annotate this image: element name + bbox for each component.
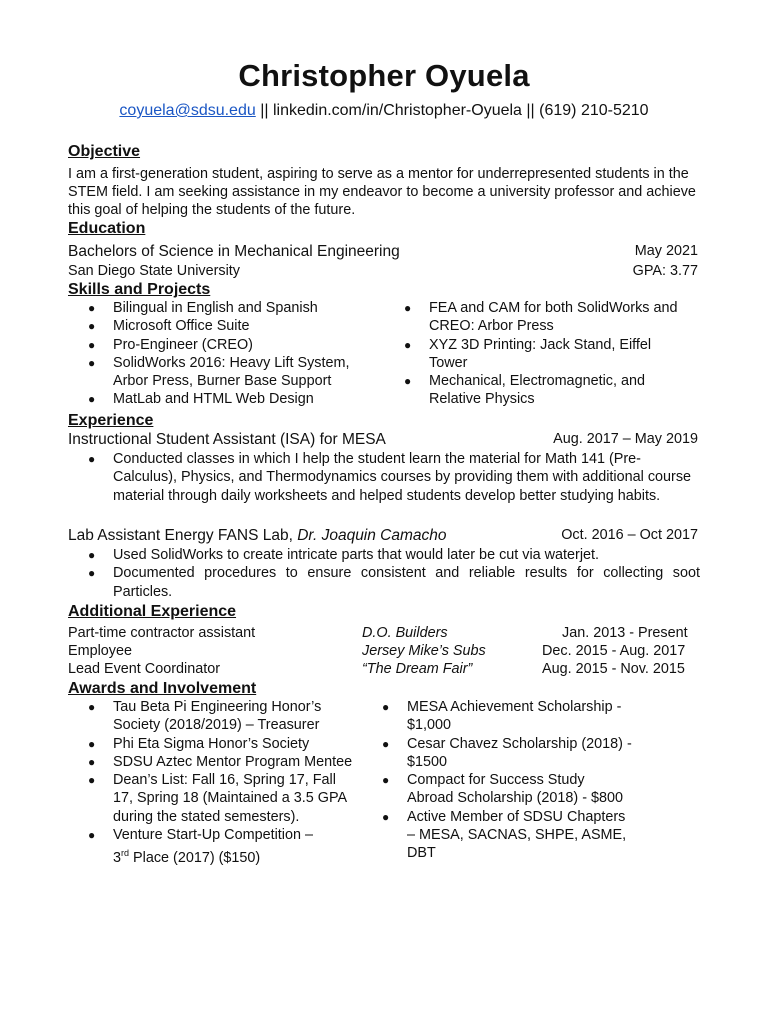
job1-row: [68, 430, 700, 449]
bullet-icon: ●: [88, 452, 96, 466]
bullet-icon: ●: [404, 374, 412, 389]
bullet-icon: ●: [404, 301, 412, 315]
list-item: ● Conducted classes in which I help the student learn the material for Math 141 (Pre-Calculus), Physics, and Thermodynamics courses by providing them with additional course material through daily worksheets and helped students develop better studying habits.: [88, 451, 692, 504]
skills-list-right: [384, 299, 684, 409]
bullet-icon: ●: [382, 700, 390, 714]
education-degree-row: [68, 242, 700, 261]
email-link[interactable]: coyuela@sdsu.edu: [119, 102, 256, 119]
list-item: ● SDSU Aztec Mentor Program Mentee: [88, 753, 353, 770]
objective-text: I am a first-generation student, aspiring to serve as a mentor for underrepresented students in the STEM field. I am seeking assistance in my endeavor to become a university professor and achieve this goal of helping the students of the future.: [68, 166, 696, 218]
additional-date: Dec. 2015 - Aug. 2017: [542, 643, 686, 659]
resume-name: Christopher Oyuela: [238, 58, 530, 93]
bullet-icon: ●: [88, 754, 96, 769]
list-item: ● XYZ 3D Printing: Jack Stand, Eiffel Tower: [404, 336, 652, 371]
bullet-icon: ●: [88, 319, 96, 334]
list-item: ● Pro-Engineer (CREO): [88, 336, 253, 353]
list-item: ● Cesar Chavez Scholarship (2018) - $1500: [382, 735, 632, 770]
job1-title: Instructional Student Assistant (ISA) for MESA: [68, 431, 386, 448]
bullet-icon: ●: [88, 355, 96, 370]
job1-bullets: [68, 450, 700, 505]
bullet-icon: ●: [382, 773, 390, 788]
additional-role: Part-time contractor assistant: [68, 625, 256, 641]
list-item: ● FEA and CAM for both SolidWorks and CREO: Arbor Press: [404, 300, 678, 335]
list-item: ● Microsoft Office Suite: [88, 318, 250, 335]
additional-date: Jan. 2013 - Present: [562, 625, 688, 641]
education-gpa: GPA: 3.77: [632, 263, 698, 279]
contact-line: [0, 101, 768, 121]
section-additional-title: Additional Experience: [68, 603, 237, 620]
list-item: ● Active Member of SDSU Chapters – MESA, SACNAS, SHPE, ASME, DBT: [382, 808, 627, 862]
section-education-title: Education: [68, 220, 146, 237]
bullet-icon: ●: [382, 736, 390, 751]
list-item: ● MatLab and HTML Web Design: [88, 391, 314, 408]
education-school-row: [68, 262, 700, 280]
skills-list-left: [68, 299, 378, 409]
job2-row: [68, 526, 700, 545]
bullet-icon: ●: [88, 301, 96, 315]
bullet-icon: ●: [88, 736, 96, 751]
bullet-icon: ●: [88, 828, 96, 843]
bullet-icon: ●: [88, 392, 96, 407]
bullet-icon: ●: [88, 773, 96, 788]
additional-org: “The Dream Fair”: [362, 661, 473, 677]
job2-supervisor: Dr. Joaquin Camacho: [297, 527, 447, 544]
additional-org: D.O. Builders: [362, 625, 448, 641]
list-item: ● Compact for Success Study Abroad Scholarship (2018) - $800: [382, 772, 623, 807]
list-item: ● Dean’s List: Fall 16, Spring 17, Fall 17, Spring 18 (Maintained a 3.5 GPA during the stated semesters).: [88, 772, 347, 825]
section-skills-title: Skills and Projects: [68, 281, 211, 298]
additional-org: Jersey Mike’s Subs: [362, 643, 486, 659]
education-date: May 2021: [634, 243, 698, 259]
education-school: San Diego State University: [68, 263, 240, 279]
list-item: ● Tau Beta Pi Engineering Honor’s Society (2018/2019) – Treasurer: [88, 699, 322, 734]
list-item: ● Mechanical, Electromagnetic, and Relative Physics: [404, 373, 645, 408]
job2-title: Lab Assistant Energy FANS Lab,: [68, 527, 298, 544]
additional-date: Aug. 2015 - Nov. 2015: [542, 661, 685, 677]
list-item: ● Documented procedures to ensure consistent and reliable results for collecting soot Particles.: [88, 565, 700, 600]
education-degree: Bachelors of Science in Mechanical Engineering: [68, 243, 400, 260]
list-item: ● Used SolidWorks to create intricate parts that would later be cut via waterjet.: [88, 547, 600, 563]
job1-date: Aug. 2017 – May 2019: [553, 431, 698, 447]
bullet-icon: ●: [404, 337, 412, 352]
job2-date: Oct. 2016 – Oct 2017: [561, 527, 698, 543]
list-item: ● MESA Achievement Scholarship - $1,000: [382, 699, 622, 734]
section-objective-title: Objective: [68, 143, 141, 160]
list-item: ● Venture Start-Up Competition – 3rd Place (2017) ($150): [88, 827, 313, 867]
bullet-icon: ●: [88, 548, 96, 562]
section-awards-title: Awards and Involvement: [68, 680, 257, 697]
awards-list-right: [362, 698, 632, 863]
bullet-icon: ●: [88, 700, 96, 714]
list-item: ● SolidWorks 2016: Heavy Lift System, Arbor Press, Burner Base Support: [88, 354, 350, 390]
bullet-icon: ●: [88, 337, 96, 352]
additional-role: Employee: [68, 643, 132, 659]
bullet-icon: ●: [382, 809, 390, 824]
awards-list-left: [68, 698, 358, 867]
contact-details: || linkedin.com/in/Christopher-Oyuela || (619) 210-5210: [255, 102, 649, 119]
job2-bullets: [68, 546, 700, 601]
list-item: ● Bilingual in English and Spanish: [88, 300, 318, 316]
additional-role: Lead Event Coordinator: [68, 661, 221, 677]
section-experience-title: Experience: [68, 412, 154, 429]
list-item: ● Phi Eta Sigma Honor’s Society: [88, 735, 310, 752]
bullet-icon: ●: [88, 566, 96, 581]
